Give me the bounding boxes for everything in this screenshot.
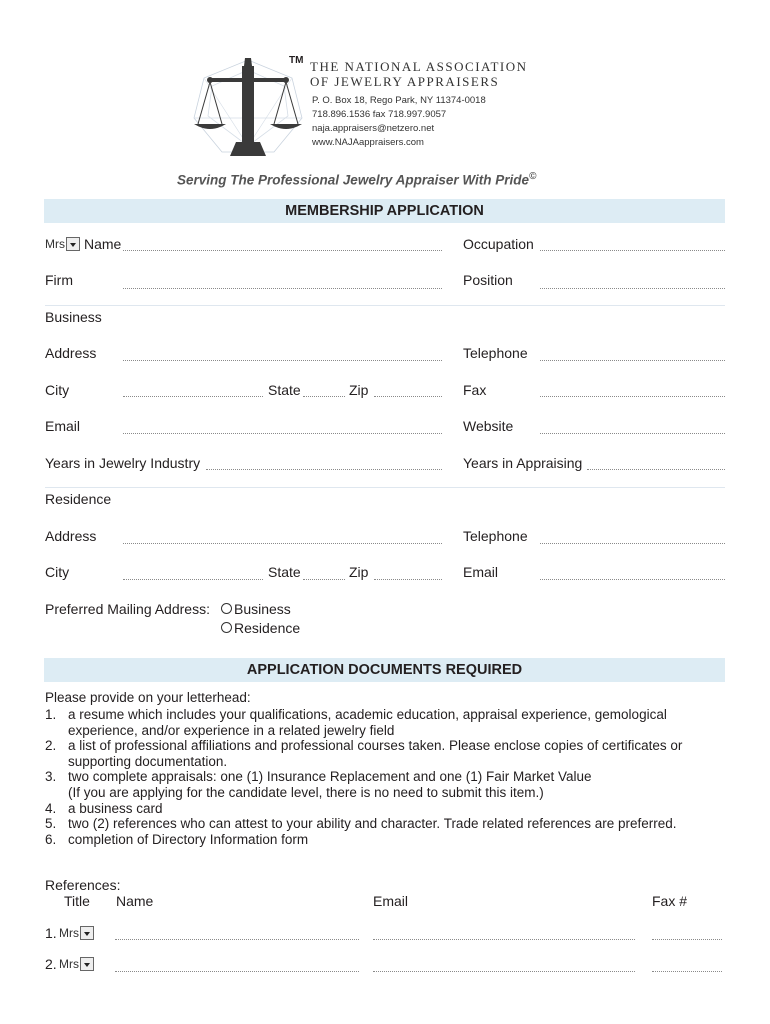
reference-1-title-select[interactable] [59,925,94,940]
references-col-email: Email [373,893,409,909]
list-item-number: 6. [45,831,57,847]
trademark-mark: TM [289,55,304,66]
references-col-name: Name [116,893,154,909]
website-field[interactable] [540,433,725,434]
reference-1-fax-field[interactable] [652,939,722,940]
position-label: Position [463,272,513,288]
list-item-text: (If you are applying for the candidate level, there is no need to submit this item.) [68,784,544,800]
res-telephone-label: Telephone [463,528,528,544]
list-item-text: supporting documentation. [68,753,228,769]
telephone-label: Telephone [463,345,528,361]
divider [45,487,725,488]
name-field[interactable] [123,250,442,251]
res-city-field[interactable] [123,579,263,580]
fax-label: Fax [463,382,487,398]
website-label: Website [463,418,514,434]
membership-section-title: MEMBERSHIP APPLICATION [44,199,725,223]
org-website: www.NAJAappraisers.com [312,137,424,148]
reference-2-title-select[interactable] [59,956,94,971]
address-field[interactable] [123,360,442,361]
list-item-text: a resume which includes your qualifications, academic education, appraisal experience, gemological [68,707,667,722]
scales-logo [188,56,308,164]
references-label: References: [45,877,121,893]
slogan-text: Serving The Professional Jewelry Appraiser With Pride [177,172,529,188]
res-email-field[interactable] [540,579,725,580]
address-label: Address [45,345,97,361]
mailing-business-label: Business [234,601,291,617]
zip-label: Zip [349,382,369,398]
fax-field[interactable] [540,396,725,397]
list-item [45,832,725,848]
list-item-text: completion of Directory Information form [68,831,309,847]
residence-heading: Residence [45,491,112,507]
position-field[interactable] [540,288,725,289]
list-item-number: 4. [45,800,57,816]
reference-2-title-value: Mrs [59,956,79,971]
list-item-number: 5. [45,816,57,832]
business-heading: Business [45,309,102,325]
mailing-residence-radio[interactable] [221,622,232,633]
reference-2-fax-field[interactable] [652,971,722,972]
copyright-mark: © [529,171,537,182]
references-col-title: Title [64,893,90,909]
years-industry-field[interactable] [206,469,442,470]
city-label: City [45,382,70,398]
years-appraising-field[interactable] [587,469,725,470]
res-email-label: Email [463,564,499,580]
years-appraising-label: Years in Appraising [463,455,583,471]
state-field[interactable] [303,396,345,397]
list-item-text: two complete appraisals: one (1) Insurance Replacement and one (1) Fair Market Value [68,769,592,785]
res-zip-field[interactable] [374,579,442,580]
email-field[interactable] [123,433,442,434]
firm-field[interactable] [123,288,442,289]
title-select-value: Mrs [45,236,65,251]
list-item-text: a business card [68,800,163,816]
divider [45,305,725,306]
chevron-down-icon [66,237,80,251]
firm-label: Firm [45,272,73,288]
list-item [45,769,725,800]
reference-2-name-field[interactable] [115,971,359,972]
mailing-business-radio[interactable] [221,603,232,614]
title-select[interactable] [45,236,80,251]
list-item [45,816,725,832]
res-address-field[interactable] [123,543,442,544]
res-telephone-field[interactable] [540,543,725,544]
name-label: Name [84,236,122,252]
slogan [177,171,536,188]
list-item-number: 1. [45,707,57,722]
chevron-down-icon [80,957,94,971]
reference-number: 2. [45,956,57,972]
org-address: P. O. Box 18, Rego Park, NY 11374-0018 [312,95,486,106]
list-item [45,707,725,738]
years-industry-label: Years in Jewelry Industry [45,455,201,471]
documents-intro: Please provide on your letterhead: [45,690,251,705]
res-zip-label: Zip [349,564,369,580]
reference-1-name-field[interactable] [115,939,359,940]
list-item [45,801,725,817]
org-phone: 718.896.1536 fax 718.997.9057 [312,109,447,120]
telephone-field[interactable] [540,360,725,361]
city-field[interactable] [123,396,263,397]
state-label: State [268,382,301,398]
references-col-fax: Fax # [652,893,688,909]
documents-list [45,707,725,847]
zip-field[interactable] [374,396,442,397]
email-label: Email [45,418,81,434]
res-state-label: State [268,564,301,580]
documents-section-title: APPLICATION DOCUMENTS REQUIRED [44,658,725,682]
reference-2-email-field[interactable] [373,971,635,972]
chevron-down-icon [80,926,94,940]
org-name-line1: THE NATIONAL ASSOCIATION [310,59,528,74]
list-item-text: two (2) references who can attest to your ability and character. Trade related references are preferred. [68,816,677,832]
res-address-label: Address [45,528,97,544]
res-city-label: City [45,564,70,580]
mailing-address-label: Preferred Mailing Address: [45,601,210,617]
list-item-number: 3. [45,769,57,785]
list-item-number: 2. [45,738,57,754]
res-state-field[interactable] [303,579,345,580]
list-item-text: a list of professional affiliations and professional courses taken. Please enclose copies of certificates or [68,738,683,754]
org-name-line2: OF JEWELRY APPRAISERS [310,74,500,89]
occupation-label: Occupation [463,236,534,252]
mailing-residence-label: Residence [234,620,301,636]
reference-number: 1. [45,925,57,941]
list-item-text: experience, and/or experience in a related jewelry field [68,722,395,738]
list-item [45,738,725,769]
occupation-field[interactable] [540,250,725,251]
reference-1-email-field[interactable] [373,939,635,940]
org-email: naja.appraisers@netzero.net [312,123,435,134]
reference-1-title-value: Mrs [59,925,79,940]
